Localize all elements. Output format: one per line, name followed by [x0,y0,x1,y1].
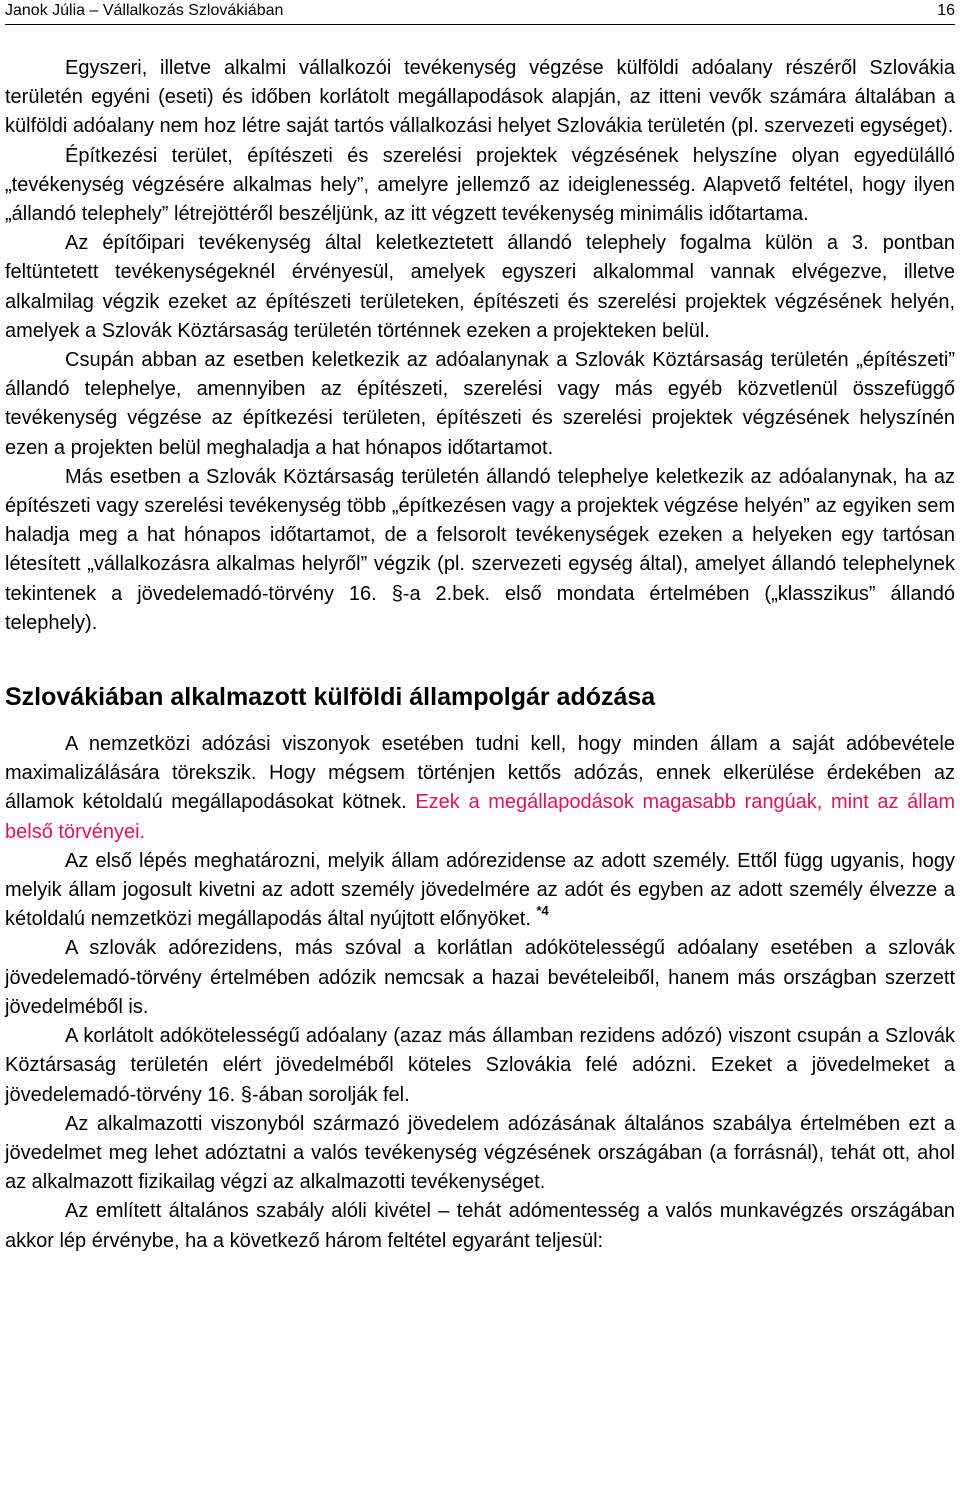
paragraph: Egyszeri, illetve alkalmi vállalkozói tevékenység végzése külföldi adóalany részéről Szlovákia területén egyéni (eseti) és időben korlátolt megállapodások alapján, az itteni vevők számára általában a külföldi adóalany nem hoz létre saját tartós vállalkozási helyet Szlovákia területén (pl. szervezeti egységet). [5,57,955,138]
paragraph [5,730,955,847]
paragraph [5,847,955,935]
paragraph: Az építőipari tevékenység által keletkeztetett állandó telephely fogalma külön a 3. pontban feltüntetett tevékenységeknél érvényesül, amelyek egyszeri alkalommal vannak elvégezve, illetve alkalmilag végzik ezeket az építészeti területeken, építészeti és szerelési projektek végzésének helyén, amelyek a Szlovák Köztársaság területén történnek ezeken a projekteken belül. [5,232,955,342]
paragraph: A korlátolt adókötelességű adóalany (azaz más államban rezidens adózó) viszont csupán a Szlovák Köztársaság területén elért jövedelméből köteles Szlovákia felé adózni. Ezeket a jövedelmeket a jövedelemadó-törvény 16. §-ában sorolják fel. [5,1025,955,1106]
page-header [5,0,955,25]
paragraph: Csupán abban az esetben keletkezik az adóalanynak a Szlovák Köztársaság területén „építészeti” állandó telephelye, amennyiben az építészeti, szerelési vagy más egyéb közvetlenül összefüggő tevékenység végzése az építkezési területen, építészeti és szerelési projektek végzésének helyszínén ezen a projekten belül meghaladja a hat hónapos időtartamot. [5,349,955,459]
highlighted-text: Ezek a megállapodások magasabb rangúak, mint az állam belső törvényei. [5,791,955,843]
footnote-reference: *4 [536,903,549,919]
paragraph: Más esetben a Szlovák Köztársaság területén állandó telephelye keletkezik az adóalanynak, ha az építészeti vagy szerelési tevékenység több „építkezésen vagy a projektek végzése helyén” az egyiken sem haladja meg a hat hónapos időtartamot, de a felsorolt tevékenységek ezeken a helyeken egy tartósan létesített „vállalkozásra alkalmas helyről” végzik (pl. szervezeti egység által), amelyet állandó telephelynek tekintenek a jövedelemadó-törvény 16. §-a 2.bek. első mondata értelmében („klasszikus” állandó telephely). [5,465,955,634]
paragraph: A szlovák adórezidens, más szóval a korlátlan adókötelességű adóalany esetében a szlovák jövedelemadó-törvény értelmében adózik nemcsak a hazai bevételeiből, hanem más országban szerzett jövedelméből is. [5,937,955,1018]
paragraph: Az alkalmazotti viszonyból származó jövedelem adózásának általános szabálya értelmében ezt a jövedelmet meg lehet adóztatni a valós tevékenység végzésének országában (a forrásnál), tehát ott, ahol az alkalmazott fizikailag végzi az alkalmazotti tevékenységet. [5,1112,955,1194]
document-title: Janok Júlia – Vállalkozás Szlovákiában [5,2,284,19]
paragraph: Építkezési terület, építészeti és szerelési projektek végzésének helyszíne olyan egyedülálló „tevékenység végzésére alkalmas hely”, amelyre jellemző az ideiglenesség. Alapvető feltétel, hogy ilyen „állandó telephely” létrejöttéről beszéljünk, az itt végzett tevékenység minimális időtartama. [5,144,955,226]
paragraph-text: A nemzetközi adózási viszonyok esetében tudni kell, hogy minden állam a saját adóbevétele maximalizálására törekszik. Hogy mégsem történjen kettős adózás, ennek elkerülése érdekében az államok kétoldalú megállapodásokat kötnek. [5,733,955,814]
paragraph-text: Az első lépés meghatározni, melyik állam adórezidense az adott személy. Ettől függ ugyanis, hogy melyik állam jogosult kivetni az adott személy jövedelmére az adót és egyben az adott személy élvezze a kétoldalú nemzetközi megállapodás által nyújtott előnyöket. [5,849,955,931]
section-spacer [5,638,955,682]
document-body [5,54,955,1256]
section-heading: Szlovákiában alkalmazott külföldi állampolgár adózása [5,683,656,712]
page-number: 16 [937,2,955,19]
paragraph: Az említett általános szabály alóli kivétel – tehát adómentesség a valós munkavégzés országában akkor lép érvénybe, ha a következő három feltétel egyaránt teljesül: [5,1200,955,1252]
